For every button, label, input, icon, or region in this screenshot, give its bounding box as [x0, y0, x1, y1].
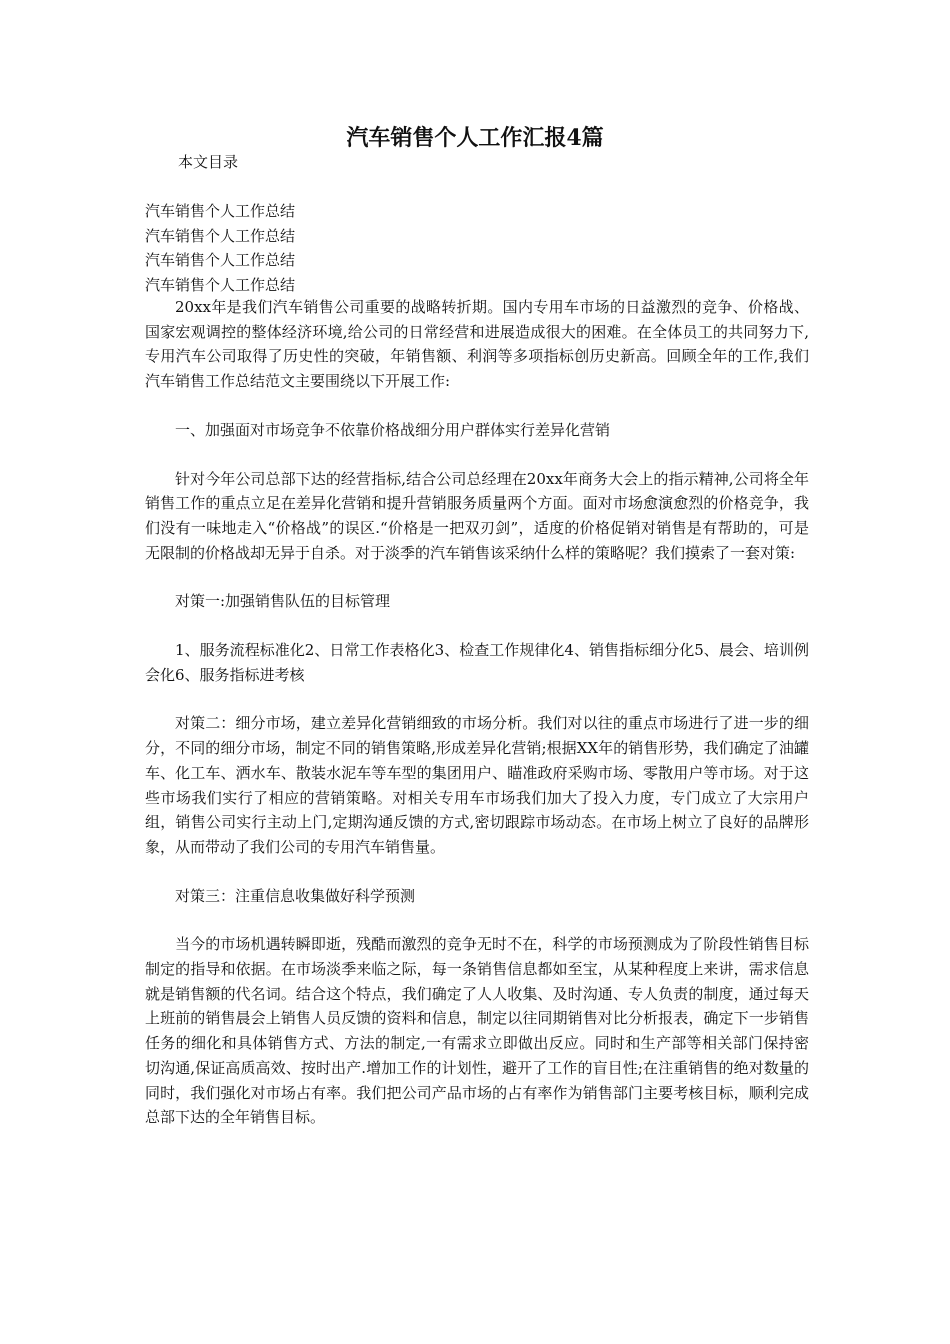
paragraph-intro: 20xx年是我们汽车销售公司重要的战略转折期。国内专用车市场的日益激烈的竞争、价格战、国家宏观调控的整体经济环境,给公司的日常经营和进展造成很大的困难。在全体员工的共同努力下,专用汽车公司取得了历史性的突破，年销售额、利润等多项指标创历史新高。回顾全年的工作,我们汽车销售工作总结范文主要围绕以下开展工作: [145, 298, 809, 391]
paragraph-strategy-3: 当今的市场机遇转瞬即逝，残酷而激烈的竞争无时不在，科学的市场预测成为了阶段性销售目标制定的指导和依据。在市场淡季来临之际，每一条销售信息都如至宝，从某种程度上来讲，需求信息就是销售额的代名词。结合这个特点，我们确定了人人收集、及时沟通、专人负责的制度，通过每天上班前的销售晨会上销售人员反馈的资料和信息，制定以往同期销售对比分析报表，确定下一步销售任务的细化和具体销售方式、方法的制定,一有需求立即做出反应。同时和生产部等相关部门保持密切沟通,保证高质高效、按时出产.增加工作的计划性，避开了工作的盲目性;在注重销售的绝对数量的同时，我们强化对市场占有率。我们把公司产品市场的占有率作为销售部门主要考核目标，顺利完成总部下达的全年销售目标。 [145, 935, 809, 1127]
paragraph-strategy: 针对今年公司总部下达的经营指标,结合公司总经理在20xx年商务大会上的指示精神,公司将全年销售工作的重点立足在差异化营销和提升营销服务质量两个方面。面对市场愈演愈烈的价格竞争，我们没有一味地走入“价格战”的误区.“价格是一把双刃剑”，适度的价格促销对销售是有帮助的，可是无限制的价格战却无异于自杀。对于淡季的汽车销售该采纳什么样的策略呢？我们摸索了一套对策: [145, 469, 809, 562]
toc-heading: 本文目录 [178, 153, 239, 171]
paragraph-strategy-2: 对策二：细分市场，建立差异化营销细致的市场分析。我们对以往的重点市场进行了进一步的细分，不同的细分市场，制定不同的销售策略,形成差异化营销;根据XX年的销售形势，我们确定了油罐车、化工车、洒水车、散装水泥车等车型的集团用户、瞄准政府采购市场、零散用户等市场。对于这些市场我们实行了相应的营销策略。对相关专用车市场我们加大了投入力度，专门成立了大宗用户组，销售公司实行主动上门,定期沟通反馈的方式,密切跟踪市场动态。在市场上树立了良好的品牌形象，从而带动了我们公司的专用汽车销售量。 [145, 714, 809, 856]
document-title: 汽车销售个人工作汇报4篇 [346, 125, 604, 151]
section-heading-1: 一、加强面对市场竞争不依靠价格战细分用户群体实行差异化营销 [175, 420, 611, 439]
paragraph-strategy-1-list: 1、服务流程标准化2、日常工作表格化3、检查工作规律化4、销售指标细分化5、晨会、培训例会化6、服务指标进考核 [145, 641, 809, 684]
toc-item[interactable]: 汽车销售个人工作总结 [145, 276, 296, 295]
document-body [145, 295, 809, 1154]
strategy-heading-1: 对策一:加强销售队伍的目标管理 [175, 592, 391, 611]
table-of-contents [145, 199, 295, 298]
toc-item[interactable]: 汽车销售个人工作总结 [145, 251, 296, 270]
strategy-heading-3: 对策三：注重信息收集做好科学预测 [175, 886, 416, 905]
toc-item[interactable]: 汽车销售个人工作总结 [145, 226, 296, 245]
toc-item[interactable]: 汽车销售个人工作总结 [145, 202, 296, 220]
